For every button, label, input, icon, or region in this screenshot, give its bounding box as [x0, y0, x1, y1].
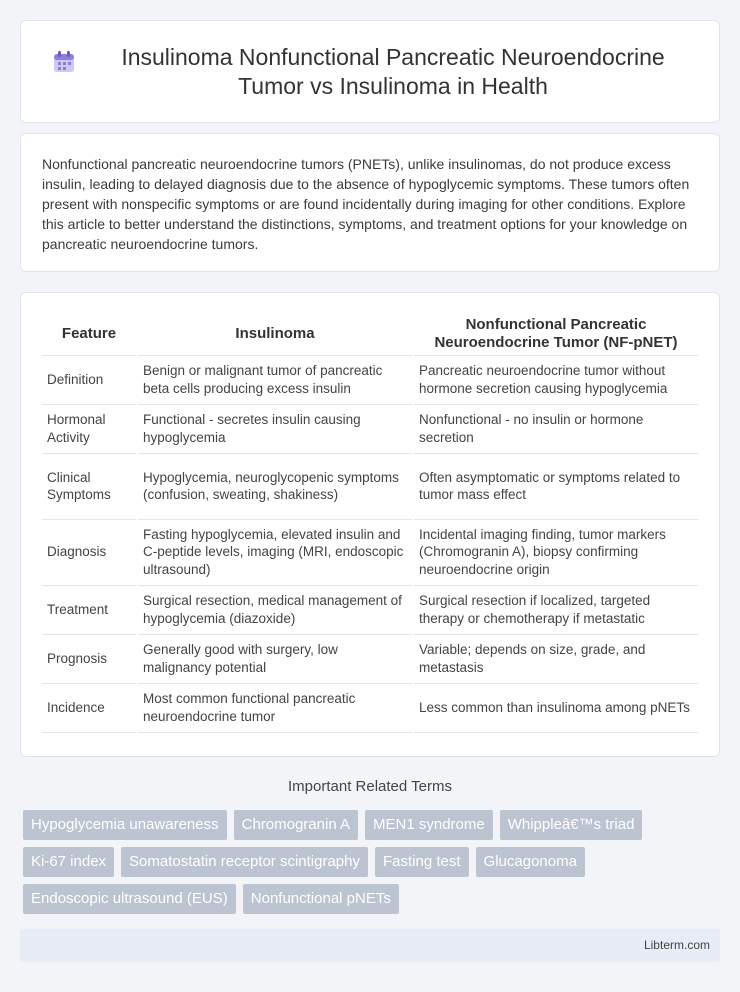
related-term-tag[interactable]: MEN1 syndrome	[365, 810, 493, 840]
calendar-icon	[51, 49, 77, 75]
intro-card	[20, 133, 720, 272]
cell-nf-pnet: Variable; depends on size, grade, and metastasis	[413, 634, 698, 683]
cell-insulinoma: Most common functional pancreatic neuroendocrine tumor	[137, 683, 413, 732]
table-row	[42, 585, 698, 634]
table-header-row	[42, 313, 698, 355]
cell-insulinoma: Benign or malignant tumor of pancreatic beta cells producing excess insulin	[137, 355, 413, 404]
table-row	[42, 453, 698, 519]
cell-insulinoma: Generally good with surgery, low malignancy potential	[137, 634, 413, 683]
table-row	[42, 634, 698, 683]
cell-feature: Treatment	[42, 585, 137, 634]
related-term-tag[interactable]: Hypoglycemia unawareness	[23, 810, 227, 840]
cell-insulinoma: Fasting hypoglycemia, elevated insulin and C-peptide levels, imaging (MRI, endoscopic ultrasound)	[137, 519, 413, 585]
footer-brand-link[interactable]: Libterm.com	[643, 938, 710, 952]
cell-feature: Hormonal Activity	[42, 404, 137, 453]
cell-feature: Incidence	[42, 683, 137, 732]
header-nf-pnet: Nonfunctional Pancreatic Neuroendocrine Tumor (NF-pNET)	[413, 313, 698, 355]
footer	[20, 929, 720, 962]
header-insulinoma: Insulinoma	[137, 313, 413, 355]
cell-feature: Definition	[42, 355, 137, 404]
cell-insulinoma: Hypoglycemia, neuroglycopenic symptoms (confusion, sweating, shakiness)	[137, 453, 413, 519]
related-term-tag[interactable]: Whippleâ€™s triad	[500, 810, 643, 840]
cell-nf-pnet: Nonfunctional - no insulin or hormone secretion	[413, 404, 698, 453]
related-term-tag[interactable]: Somatostatin receptor scintigraphy	[121, 847, 368, 877]
cell-insulinoma: Surgical resection, medical management of hypoglycemia (diazoxide)	[137, 585, 413, 634]
comparison-table	[42, 313, 698, 733]
header	[21, 21, 719, 122]
comparison-table-card	[20, 292, 720, 757]
intro-paragraph: Nonfunctional pancreatic neuroendocrine tumors (PNETs), unlike insulinomas, do not produce excess insulin, leading to delayed diagnosis due to the absence of hypoglycemic symptoms. These tumors often present with nonspecific symptoms or are found incidentally during imaging for other conditions. Explore this article to better understand the distinctions, symptoms, and treatment options for your knowledge on pancreatic neuroendocrine tumors.	[42, 156, 690, 252]
table-row	[42, 519, 698, 585]
header-feature: Feature	[42, 313, 137, 355]
table-row	[42, 683, 698, 732]
cell-insulinoma: Functional - secretes insulin causing hypoglycemia	[137, 404, 413, 453]
cell-nf-pnet: Often asymptomatic or symptoms related to tumor mass effect	[413, 453, 698, 519]
table-row	[42, 404, 698, 453]
header-card	[20, 20, 720, 123]
cell-nf-pnet: Surgical resection if localized, targeted therapy or chemotherapy if metastatic	[413, 585, 698, 634]
related-term-tag[interactable]: Fasting test	[375, 847, 469, 877]
related-terms-list	[23, 810, 723, 921]
table-row	[42, 355, 698, 404]
related-term-tag[interactable]: Chromogranin A	[234, 810, 358, 840]
related-term-tag[interactable]: Glucagonoma	[476, 847, 585, 877]
cell-feature: Diagnosis	[42, 519, 137, 585]
related-term-tag[interactable]: Endoscopic ultrasound (EUS)	[23, 884, 236, 914]
related-terms-title: Important Related Terms	[288, 778, 452, 795]
cell-nf-pnet: Less common than insulinoma among pNETs	[413, 683, 698, 732]
cell-nf-pnet: Incidental imaging finding, tumor markers (Chromogranin A), biopsy confirming neuroendocrine origin	[413, 519, 698, 585]
related-term-tag[interactable]: Ki-67 index	[23, 847, 114, 877]
page-title: Insulinoma Nonfunctional Pancreatic Neuroendocrine Tumor vs Insulinoma in Health	[121, 43, 665, 99]
cell-feature: Clinical Symptoms	[42, 453, 137, 519]
related-term-tag[interactable]: Nonfunctional pNETs	[243, 884, 399, 914]
cell-nf-pnet: Pancreatic neuroendocrine tumor without hormone secretion causing hypoglycemia	[413, 355, 698, 404]
cell-feature: Prognosis	[42, 634, 137, 683]
